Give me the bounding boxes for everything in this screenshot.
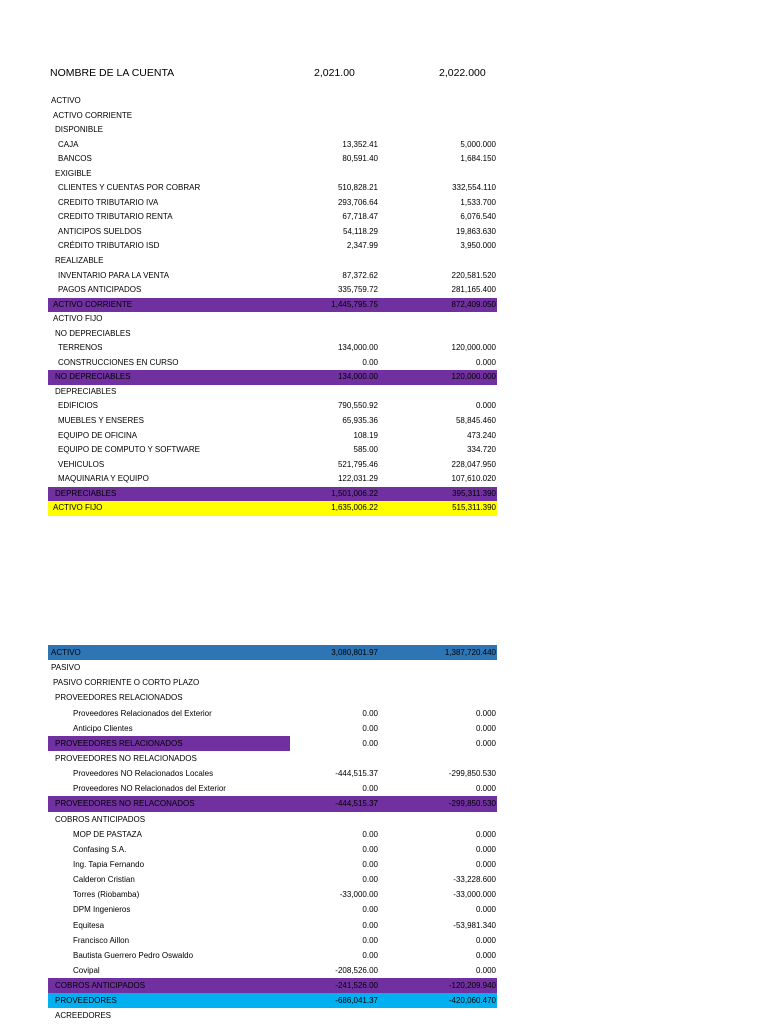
subtotal-row bbox=[48, 487, 497, 502]
account-label: TERRENOS bbox=[58, 343, 103, 353]
account-label: DEPRECIABLES bbox=[55, 386, 117, 396]
account-label: VEHICULOS bbox=[58, 459, 105, 469]
account-row bbox=[48, 181, 497, 196]
account-row bbox=[48, 706, 497, 721]
value-year1: 0.00 bbox=[362, 829, 378, 839]
account-label: ACREEDORES bbox=[55, 1011, 112, 1021]
value-year1: 510,828.21 bbox=[337, 183, 378, 193]
value-year1: -241,526.00 bbox=[335, 981, 378, 991]
value-year1: 122,031.29 bbox=[337, 474, 378, 484]
account-label: ACTIVO CORRIENTE bbox=[53, 110, 133, 120]
account-row bbox=[48, 283, 497, 298]
account-row bbox=[48, 690, 497, 705]
value-year1: 790,550.92 bbox=[337, 401, 378, 411]
account-label: NO DEPRECIABLES bbox=[55, 372, 131, 382]
value-year1: 1,445,795.75 bbox=[331, 299, 378, 309]
value-year2: 19,863.630 bbox=[455, 226, 496, 236]
account-row bbox=[48, 341, 497, 356]
account-row bbox=[48, 138, 497, 153]
account-row bbox=[48, 254, 497, 269]
value-year2: 0.000 bbox=[475, 935, 496, 945]
account-label: Calderon Cristian bbox=[73, 875, 135, 885]
subtotal-row bbox=[48, 370, 497, 385]
account-label: INVENTARIO PARA LA VENTA bbox=[58, 270, 170, 280]
value-year1: 134,000.00 bbox=[337, 343, 378, 353]
account-row bbox=[48, 827, 497, 842]
account-row bbox=[48, 675, 497, 690]
column-header bbox=[0, 67, 768, 81]
value-year2: 220,581.520 bbox=[451, 270, 496, 280]
account-row bbox=[48, 660, 497, 675]
value-year1: 0.00 bbox=[362, 905, 378, 915]
value-year1: 293,706.64 bbox=[337, 197, 378, 207]
value-year2: -53,981.340 bbox=[453, 920, 496, 930]
value-year2: 281,165.400 bbox=[451, 285, 496, 295]
account-label: Francisco Aillon bbox=[73, 935, 130, 945]
value-year2: 0.000 bbox=[475, 859, 496, 869]
value-year1: 1,635,006.22 bbox=[331, 503, 378, 513]
account-label: ANTICIPOS SUELDOS bbox=[58, 226, 142, 236]
account-label: CAJA bbox=[58, 139, 79, 149]
account-label: MUEBLES Y ENSERES bbox=[58, 416, 144, 426]
value-year1: 0.00 bbox=[362, 935, 378, 945]
account-row bbox=[48, 109, 497, 124]
account-row bbox=[48, 385, 497, 400]
value-year2: 120,000.000 bbox=[451, 343, 496, 353]
account-name-header: NOMBRE DE LA CUENTA bbox=[50, 67, 175, 79]
year1-header: 2,021.00 bbox=[314, 67, 355, 79]
account-label: ACTIVO bbox=[51, 96, 81, 105]
value-year1: 108.19 bbox=[353, 430, 378, 440]
liabilities-table bbox=[48, 645, 497, 1024]
value-year2: 107,610.020 bbox=[451, 474, 496, 484]
account-row bbox=[48, 414, 497, 429]
value-year2: 0.000 bbox=[475, 723, 496, 733]
account-label: CREDITO TRIBUTARIO RENTA bbox=[58, 212, 173, 222]
value-year2: 0.000 bbox=[475, 829, 496, 839]
value-year1: 13,352.41 bbox=[342, 139, 378, 149]
value-year1: 3,080,801.97 bbox=[331, 648, 378, 657]
account-label: ACTIVO FIJO bbox=[53, 314, 103, 324]
account-row bbox=[48, 812, 497, 827]
value-year2: 1,684.150 bbox=[460, 154, 496, 164]
value-year1: -208,526.00 bbox=[335, 965, 378, 975]
account-row bbox=[48, 933, 497, 948]
account-row bbox=[48, 196, 497, 211]
value-year2: 1,387,720.440 bbox=[444, 648, 496, 657]
account-row bbox=[48, 210, 497, 225]
account-label: EDIFICIOS bbox=[58, 401, 99, 411]
account-label: Torres (Riobamba) bbox=[73, 890, 140, 900]
account-row bbox=[48, 399, 497, 414]
account-label: PROVEEDORES NO RELACONADOS bbox=[55, 799, 195, 809]
account-label: ACTIVO bbox=[51, 648, 81, 657]
account-label: MAQUINARIA Y EQUIPO bbox=[58, 474, 149, 484]
account-label: PASIVO CORRIENTE O CORTO PLAZO bbox=[53, 678, 200, 688]
subtotal-row bbox=[48, 736, 497, 751]
account-row bbox=[48, 94, 497, 109]
account-label: Covipal bbox=[73, 965, 100, 975]
account-label: EQUIPO DE OFICINA bbox=[58, 430, 138, 440]
account-label: PROVEEDORES NO RELACIONADOS bbox=[55, 753, 197, 763]
value-year1: 1,501,006.22 bbox=[331, 488, 378, 498]
value-year1: 0.00 bbox=[362, 844, 378, 854]
account-label: COBROS ANTICIPADOS bbox=[55, 981, 146, 991]
account-row bbox=[48, 902, 497, 917]
value-year1: 0.00 bbox=[362, 920, 378, 930]
value-year2: 334.720 bbox=[467, 445, 496, 455]
value-year2: 0.000 bbox=[475, 401, 496, 411]
account-row bbox=[48, 751, 497, 766]
account-label: Proveedores Relacionados del Exterior bbox=[73, 708, 212, 718]
account-row bbox=[48, 356, 497, 371]
value-year2: 515,311.390 bbox=[452, 503, 496, 513]
subtotal-row bbox=[48, 501, 497, 516]
account-label: COBROS ANTICIPADOS bbox=[55, 814, 146, 824]
account-label: Ing. Tapia Fernando bbox=[73, 859, 145, 869]
account-row bbox=[48, 225, 497, 240]
value-year2: 872,409.050 bbox=[451, 299, 496, 309]
value-year1: -444,515.37 bbox=[335, 799, 378, 809]
account-row bbox=[48, 963, 497, 978]
value-year2: 0.000 bbox=[475, 905, 496, 915]
year2-header: 2,022.000 bbox=[439, 67, 486, 79]
value-year1: 521,795.46 bbox=[337, 459, 378, 469]
value-year2: 0.000 bbox=[475, 357, 496, 367]
account-row bbox=[48, 857, 497, 872]
value-year2: -33,228.600 bbox=[453, 875, 496, 885]
account-row bbox=[48, 1008, 497, 1023]
value-year2: 0.000 bbox=[475, 738, 496, 748]
value-year1: 0.00 bbox=[362, 357, 378, 367]
value-year2: 6,076.540 bbox=[460, 212, 496, 222]
value-year2: 120,000.000 bbox=[451, 372, 496, 382]
account-label: CRÉDITO TRIBUTARIO ISD bbox=[58, 241, 160, 251]
value-year2: 473.240 bbox=[467, 430, 496, 440]
account-label: DPM Ingenieros bbox=[73, 905, 131, 915]
account-label: REALIZABLE bbox=[55, 256, 104, 266]
subtotal-row bbox=[48, 978, 497, 993]
value-year1: -33,000.00 bbox=[339, 890, 378, 900]
account-row bbox=[48, 918, 497, 933]
account-label: PROVEEDORES bbox=[55, 996, 117, 1006]
value-year2: 58,845.460 bbox=[455, 416, 496, 426]
value-year2: -299,850.530 bbox=[448, 769, 496, 779]
account-label: PASIVO bbox=[51, 663, 81, 673]
value-year2: 5,000.000 bbox=[460, 139, 496, 149]
value-year2: 228,047.950 bbox=[451, 459, 496, 469]
account-label: CONSTRUCCIONES EN CURSO bbox=[58, 357, 179, 367]
account-row bbox=[48, 766, 497, 781]
account-row bbox=[48, 429, 497, 444]
value-year2: -120,209.940 bbox=[448, 981, 496, 991]
value-year1: 0.00 bbox=[362, 950, 378, 960]
value-year2: -299,850.530 bbox=[448, 799, 496, 809]
account-label: MOP DE PASTAZA bbox=[73, 829, 142, 839]
account-row bbox=[48, 312, 497, 327]
value-year2: 0.000 bbox=[475, 950, 496, 960]
account-row bbox=[48, 443, 497, 458]
account-row bbox=[48, 472, 497, 487]
account-label: BANCOS bbox=[58, 154, 92, 164]
subtotal-row bbox=[48, 645, 497, 660]
value-year1: 0.00 bbox=[362, 875, 378, 885]
account-label: CLIENTES Y CUENTAS POR COBRAR bbox=[58, 183, 201, 193]
value-year2: -420,060.470 bbox=[448, 996, 496, 1006]
account-row bbox=[48, 167, 497, 182]
value-year1: 65,935.36 bbox=[342, 416, 378, 426]
value-year2: 332,554.110 bbox=[452, 183, 496, 193]
account-row bbox=[48, 781, 497, 796]
account-row bbox=[48, 458, 497, 473]
value-year1: 0.00 bbox=[362, 859, 378, 869]
account-label: EXIGIBLE bbox=[55, 168, 92, 178]
value-year2: 0.000 bbox=[475, 784, 496, 794]
value-year2: 3,950.000 bbox=[460, 241, 496, 251]
value-year1: -444,515.37 bbox=[335, 769, 378, 779]
value-year2: -33,000.000 bbox=[453, 890, 496, 900]
subtotal-row bbox=[48, 993, 497, 1008]
account-row bbox=[48, 123, 497, 138]
value-year2: 0.000 bbox=[475, 708, 496, 718]
account-label: PROVEEDORES RELACIONADOS bbox=[55, 738, 183, 748]
account-label: Proveedores NO Relacionados del Exterior bbox=[73, 784, 226, 794]
value-year1: 0.00 bbox=[362, 784, 378, 794]
account-label: CREDITO TRIBUTARIO IVA bbox=[58, 197, 159, 207]
account-row bbox=[48, 239, 497, 254]
value-year1: 2,347.99 bbox=[346, 241, 378, 251]
account-row bbox=[48, 842, 497, 857]
account-label: NO DEPRECIABLES bbox=[55, 328, 131, 338]
value-year1: 0.00 bbox=[362, 708, 378, 718]
account-label: Confasing S.A. bbox=[73, 844, 127, 854]
subtotal-row bbox=[48, 298, 497, 313]
value-year2: 0.000 bbox=[475, 965, 496, 975]
account-label: DEPRECIABLES bbox=[55, 488, 117, 498]
value-year1: 0.00 bbox=[362, 723, 378, 733]
account-label: PAGOS ANTICIPADOS bbox=[58, 285, 142, 295]
value-year1: 87,372.62 bbox=[342, 270, 378, 280]
value-year1: 0.00 bbox=[362, 738, 378, 748]
value-year1: 80,591.40 bbox=[342, 154, 378, 164]
account-row bbox=[48, 887, 497, 902]
account-row bbox=[48, 327, 497, 342]
account-row bbox=[48, 872, 497, 887]
account-row bbox=[48, 948, 497, 963]
account-label: Bautista Guerrero Pedro Oswaldo bbox=[73, 950, 194, 960]
account-label: Proveedores NO Relacionados Locales bbox=[73, 769, 214, 779]
value-year2: 1,533.700 bbox=[460, 197, 496, 207]
subtotal-row bbox=[48, 796, 497, 811]
account-label: ACTIVO CORRIENTE bbox=[53, 299, 133, 309]
account-label: Equitesa bbox=[73, 920, 105, 930]
account-row bbox=[48, 152, 497, 167]
value-year1: 67,718.47 bbox=[342, 212, 378, 222]
assets-table bbox=[48, 94, 497, 516]
value-year2: 0.000 bbox=[475, 844, 496, 854]
value-year2: 395,311.390 bbox=[452, 488, 496, 498]
account-label: PROVEEDORES RELACIONADOS bbox=[55, 693, 183, 703]
value-year1: -686,041.37 bbox=[335, 996, 378, 1006]
account-label: DISPONIBLE bbox=[55, 125, 104, 135]
value-year1: 54,118.29 bbox=[343, 226, 378, 236]
account-row bbox=[48, 269, 497, 284]
account-label: EQUIPO DE COMPUTO Y SOFTWARE bbox=[58, 445, 200, 455]
value-year1: 335,759.72 bbox=[337, 285, 378, 295]
account-label: ACTIVO FIJO bbox=[53, 503, 103, 513]
value-year1: 585.00 bbox=[353, 445, 378, 455]
account-label: Anticipo Clientes bbox=[73, 723, 133, 733]
value-year1: 134,000.00 bbox=[337, 372, 378, 382]
account-row bbox=[48, 721, 497, 736]
